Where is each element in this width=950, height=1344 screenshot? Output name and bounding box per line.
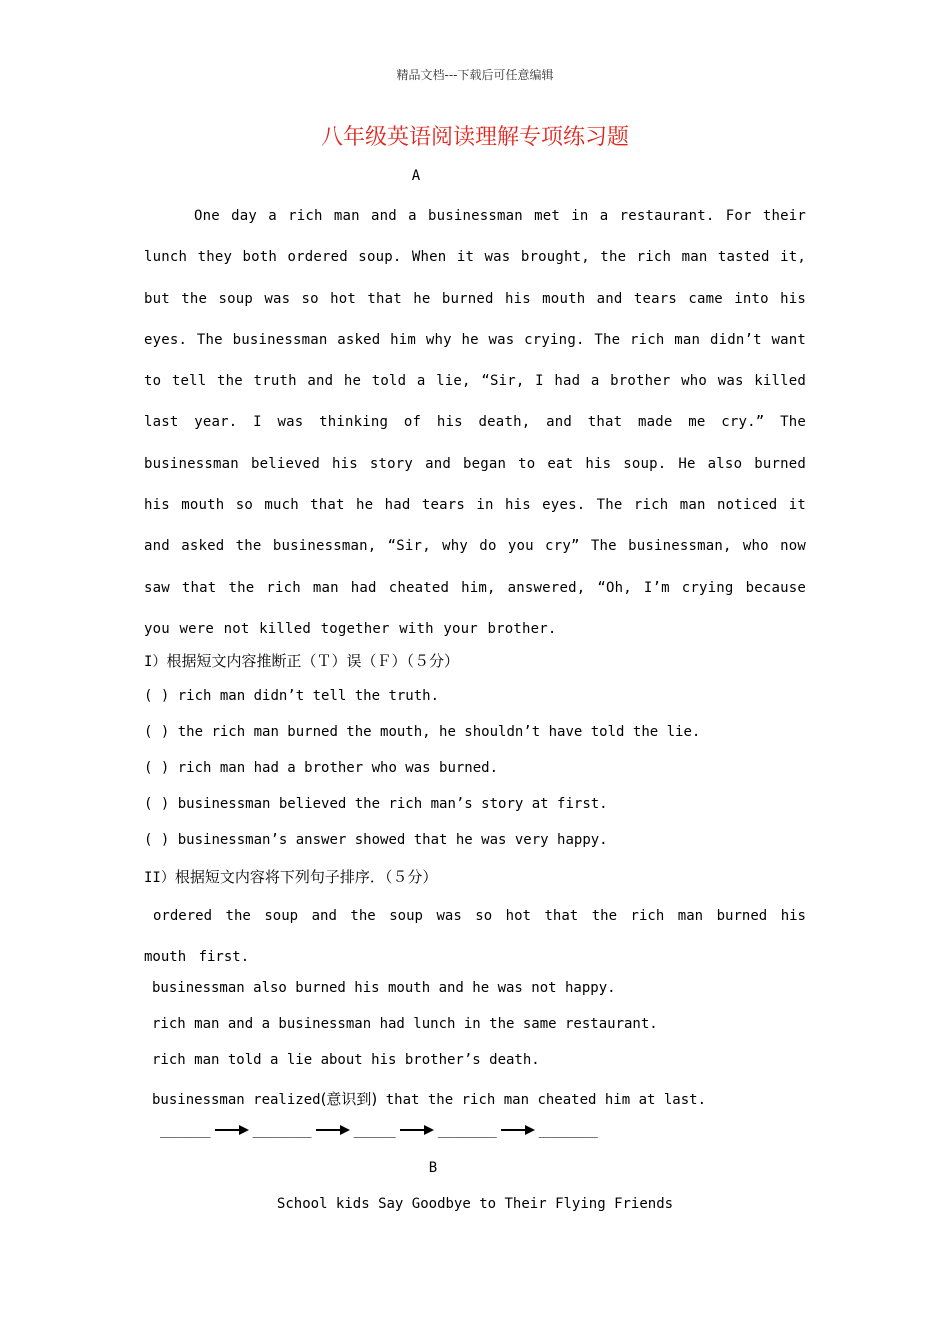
section-a-label: A (411, 168, 421, 184)
document-title: 八年级英语阅读理解专项练习题 (320, 125, 629, 150)
order-blank-1[interactable]: ______ (160, 1122, 211, 1138)
tf-item-text: the rich man burned the mouth, he shouldn’t have told the lie. (177, 724, 701, 740)
tf-item-text: businessman’s answer showed that he was very happy. (177, 832, 608, 848)
order-item-1: ordered the soup and the soup was so hot that the rich man burned his mouth first. (144, 908, 806, 966)
order-item-5-text: businessman realized (152, 1092, 321, 1108)
answer-paren[interactable]: ( ) (144, 724, 170, 740)
order-item-5-gloss: (意识到) (320, 1090, 378, 1108)
order-item-5-text-end: that the rich man cheated him at last. (377, 1092, 707, 1108)
tf-item-4 (144, 796, 844, 812)
order-blank-3[interactable]: _____ (353, 1122, 396, 1138)
part1-prefix: I） (144, 654, 167, 670)
right-arrow-icon (400, 1122, 434, 1138)
part1-heading-text: 根据短文内容推断正（Ｔ）误（Ｆ）（５分） (166, 652, 459, 670)
part2-prefix: II） (144, 870, 175, 886)
answer-paren[interactable]: ( ) (144, 760, 170, 776)
section-b-label: B (428, 1160, 438, 1176)
tf-item-text: rich man had a brother who was burned. (177, 760, 499, 776)
passage-b-title: School kids Say Goodbye to Their Flying Friends (276, 1196, 674, 1212)
tf-item-1 (144, 688, 844, 704)
tf-item-text: businessman believed the rich man’s story at first. (177, 796, 608, 812)
passage-a: One day a rich man and a businessman met in a restaurant. For their lunch they both ordered soup. When it was brought, the rich man tasted it, but the soup was so hot that he burned his mouth and tears came into his eyes. The businessman asked him why he was crying. The rich man didn’t want to tell the truth and he told a lie, “Sir, I had a brother who was killed last year. I was thinking of his death, and that made me cry.” The businessman believed his story and began to eat his soup. He also burned his mouth so much that he had tears in his eyes. The rich man noticed it and asked the businessman, “Sir, why do you cry” The businessman, who now saw that the rich man had cheated him, answered, “Oh, I’m crying because you were not killed together with your brother. (144, 208, 806, 637)
right-arrow-icon (501, 1122, 535, 1138)
order-sequence (160, 1122, 598, 1138)
tf-item-5 (144, 832, 844, 848)
order-blank-5[interactable]: _______ (538, 1122, 598, 1138)
part1-heading (144, 650, 844, 671)
order-item-5 (152, 1088, 852, 1109)
tf-item-3 (144, 760, 844, 776)
order-item-2: businessman also burned his mouth and he was not happy. (152, 980, 616, 996)
tf-item-2 (144, 724, 844, 740)
right-arrow-icon (316, 1122, 350, 1138)
right-arrow-icon (215, 1122, 249, 1138)
answer-paren[interactable]: ( ) (144, 796, 170, 812)
part2-heading (144, 866, 844, 887)
answer-paren[interactable]: ( ) (144, 832, 170, 848)
tf-item-text: rich man didn’t tell the truth. (177, 688, 440, 704)
order-blank-2[interactable]: _______ (252, 1122, 312, 1138)
answer-paren[interactable]: ( ) (144, 688, 170, 704)
order-item-4: rich man told a lie about his brother’s death. (152, 1052, 540, 1068)
order-blank-4[interactable]: _______ (437, 1122, 497, 1138)
part2-heading-text: 根据短文内容将下列句子排序．（５分） (174, 868, 438, 886)
order-item-3: rich man and a businessman had lunch in the same restaurant. (152, 1016, 658, 1032)
page-header: 精品文档---下载后可任意编辑 (396, 68, 554, 82)
